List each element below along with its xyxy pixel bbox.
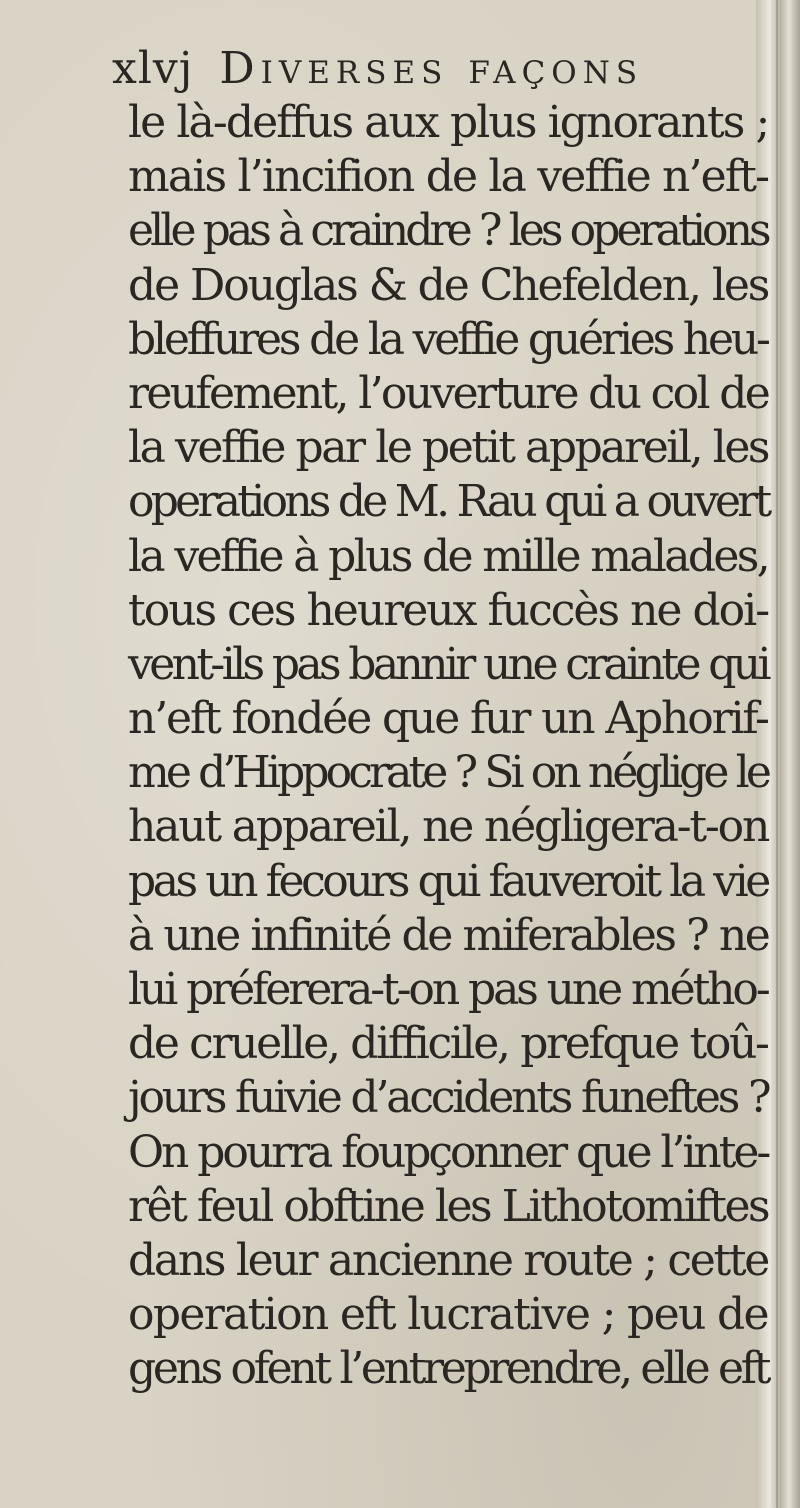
text-line: me d’Hippocrate ? Si on néglige le bbox=[128, 747, 768, 799]
text-line: rêt feul obftine les Lithotomiftes bbox=[128, 1180, 769, 1232]
text-line: la veffie à plus de mille malades, bbox=[128, 530, 769, 582]
text-line: elle pas à craindre ? les operations bbox=[128, 205, 768, 257]
text-line: la veffie par le petit appareil, les bbox=[128, 422, 769, 474]
gutter-fold-line bbox=[776, 0, 778, 1508]
text-line: le là-deffus aux plus ignorants ; bbox=[128, 97, 769, 148]
text-line: mais l’incifion de la veffie n’eft- bbox=[128, 151, 769, 203]
text-line: reufement, l’ouverture du col de bbox=[128, 367, 769, 419]
text-line: pas un fecours qui fauveroit la vie bbox=[128, 855, 768, 907]
text-line: On pourra foupçonner que l’inte- bbox=[128, 1126, 769, 1178]
text-line: n’eft fondée que fur un Aphorif- bbox=[128, 693, 768, 745]
page-number: xlvj bbox=[112, 43, 194, 94]
text-line: haut appareil, ne négligera-t-on bbox=[128, 801, 769, 853]
text-line: de cruelle, difficile, prefque toû- bbox=[128, 1018, 768, 1070]
text-line: jours fuivie d’accidents funeftes ? bbox=[128, 1072, 769, 1124]
running-title: Diverses façons bbox=[219, 43, 644, 94]
text-line: à une infinité de miferables ? ne bbox=[128, 909, 769, 961]
running-header bbox=[112, 38, 643, 100]
text-line: bleffures de la veffie guéries heu- bbox=[128, 313, 768, 365]
text-line: dans leur ancienne route ; cette bbox=[128, 1234, 769, 1286]
text-line: lui préferera-t-on pas une métho- bbox=[128, 964, 768, 1015]
text-line: operations de M. Rau qui a ouvert bbox=[128, 476, 769, 528]
body-text bbox=[128, 96, 768, 1397]
text-line: gens ofent l’entreprendre, elle eft bbox=[128, 1343, 769, 1395]
text-line: tous ces heureux fuccès ne doi- bbox=[128, 584, 769, 636]
text-line: vent-ils pas bannir une crainte qui bbox=[128, 638, 768, 690]
text-line: de Douglas & de Chefelden, les bbox=[128, 259, 769, 311]
text-line: operation eft lucrative ; peu de bbox=[128, 1289, 768, 1341]
